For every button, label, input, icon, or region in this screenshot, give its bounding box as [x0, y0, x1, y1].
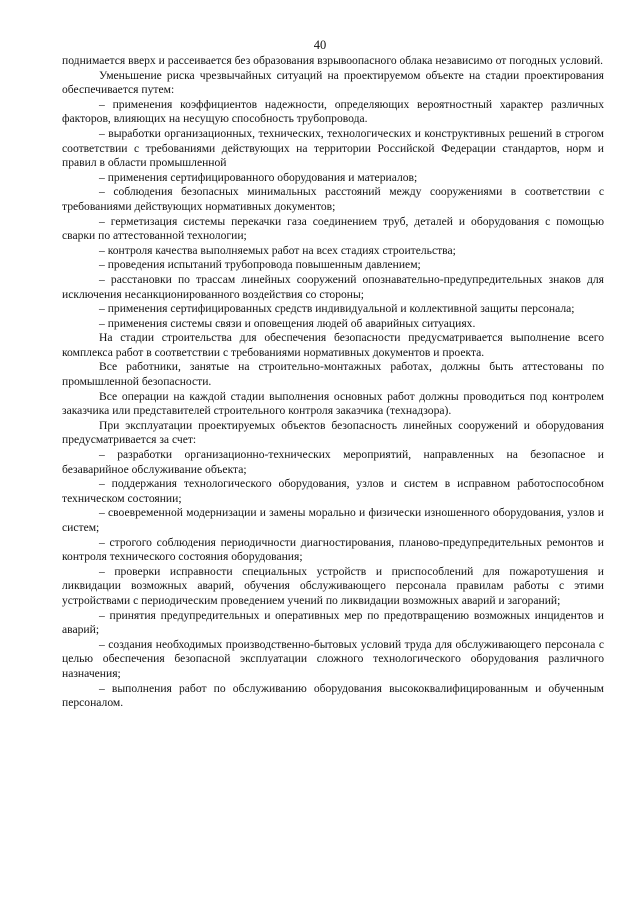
paragraph: поднимается вверх и рассеивается без образования взрывоопасного облака независимо от погодных условий.: [62, 54, 604, 67]
list-item: – расстановки по трассам линейных сооружений опознавательно-предупредительных знаков для исключения несанкционированного воздействия со стороны;: [62, 272, 604, 301]
list-item: – применения сертифицированного оборудования и материалов;: [99, 170, 418, 184]
paragraph: Уменьшение риска чрезвычайных ситуаций на проектируемом объекте на стадии проектирования обеспечивается путем:: [62, 68, 604, 97]
document-body: [62, 54, 604, 711]
list-item: – соблюдения безопасных минимальных расстояний между сооружениями в соответствии с требованиями действующих нормативных документов;: [62, 185, 604, 213]
list-item: – герметизация системы перекачки газа соединением труб, деталей и оборудования с помощью сварки по аттестованной технологии;: [62, 214, 604, 243]
list-item: – контроля качества выполняемых работ на всех стадиях строительства;: [99, 243, 456, 257]
list-item: – принятия предупредительных и оперативных мер по предотвращению возможных инцидентов и аварий;: [62, 608, 604, 637]
list-item: – выполнения работ по обслуживанию оборудования высококвалифицированным и обученным персоналом.: [62, 681, 604, 710]
page-number: 40: [313, 38, 327, 52]
list-item: – применения коэффициентов надежности, определяющих вероятностный характер различных факторов, влияющих на несущую способность трубопровода.: [62, 97, 604, 126]
paragraph: На стадии строительства для обеспечения безопасности предусматривается выполнение всего комплекса работ в соответствии с требованиями нормативных документов и проекта.: [62, 331, 604, 359]
list-item: – применения системы связи и оповещения людей об аварийных ситуациях.: [99, 316, 476, 330]
list-item: – проведения испытаний трубопровода повышенным давлением;: [99, 258, 421, 272]
list-item: – создания необходимых производственно-бытовых условий труда для обслуживающего персонала с целью обеспечения безопасной эксплуатации сложного технологического оборудования различного назначения;: [62, 637, 604, 680]
list-item: – выработки организационных, технических, технологических и конструктивных решений в строгом соответствии с требованиями действующих на территории Российской Федерации стандартов, норм и правил в области промышленной: [62, 126, 604, 170]
list-item: – строгого соблюдения периодичности диагностирования, планово-предупредительных ремонтов и контроля технического состояния оборудования;: [62, 535, 604, 564]
paragraph: При эксплуатации проектируемых объектов безопасность линейных сооружений и оборудования предусматривается за счет:: [62, 418, 604, 447]
list-item: – своевременной модернизации и замены морально и физически изношенного оборудования, узлов и систем;: [62, 506, 604, 534]
list-item: – разработки организационно-технических мероприятий, направленных на безопасное и безаварийное обслуживание объекта;: [62, 448, 604, 476]
paragraph: Все операции на каждой стадии выполнения основных работ должны проводиться под контролем заказчика или представителей строительного контроля заказчика (технадзора).: [62, 389, 604, 418]
list-item: – применения сертифицированных средств индивидуальной и коллективной защиты персонала;: [99, 302, 575, 316]
list-item: – проверки исправности специальных устройств и приспособлений для пожаротушения и ликвидации возможных аварий, обучения обслуживающего персонала правилам работы с этими устройствами с периодическим проведением учений по ликвидации возможных аварий и загораний;: [62, 564, 604, 607]
paragraph: Все работники, занятые на строительно-монтажных работах, должны быть аттестованы по промышленной безопасности.: [62, 360, 604, 389]
list-item: – поддержания технологического оборудования, узлов и систем в исправном работоспособном техническом состоянии;: [62, 477, 604, 505]
